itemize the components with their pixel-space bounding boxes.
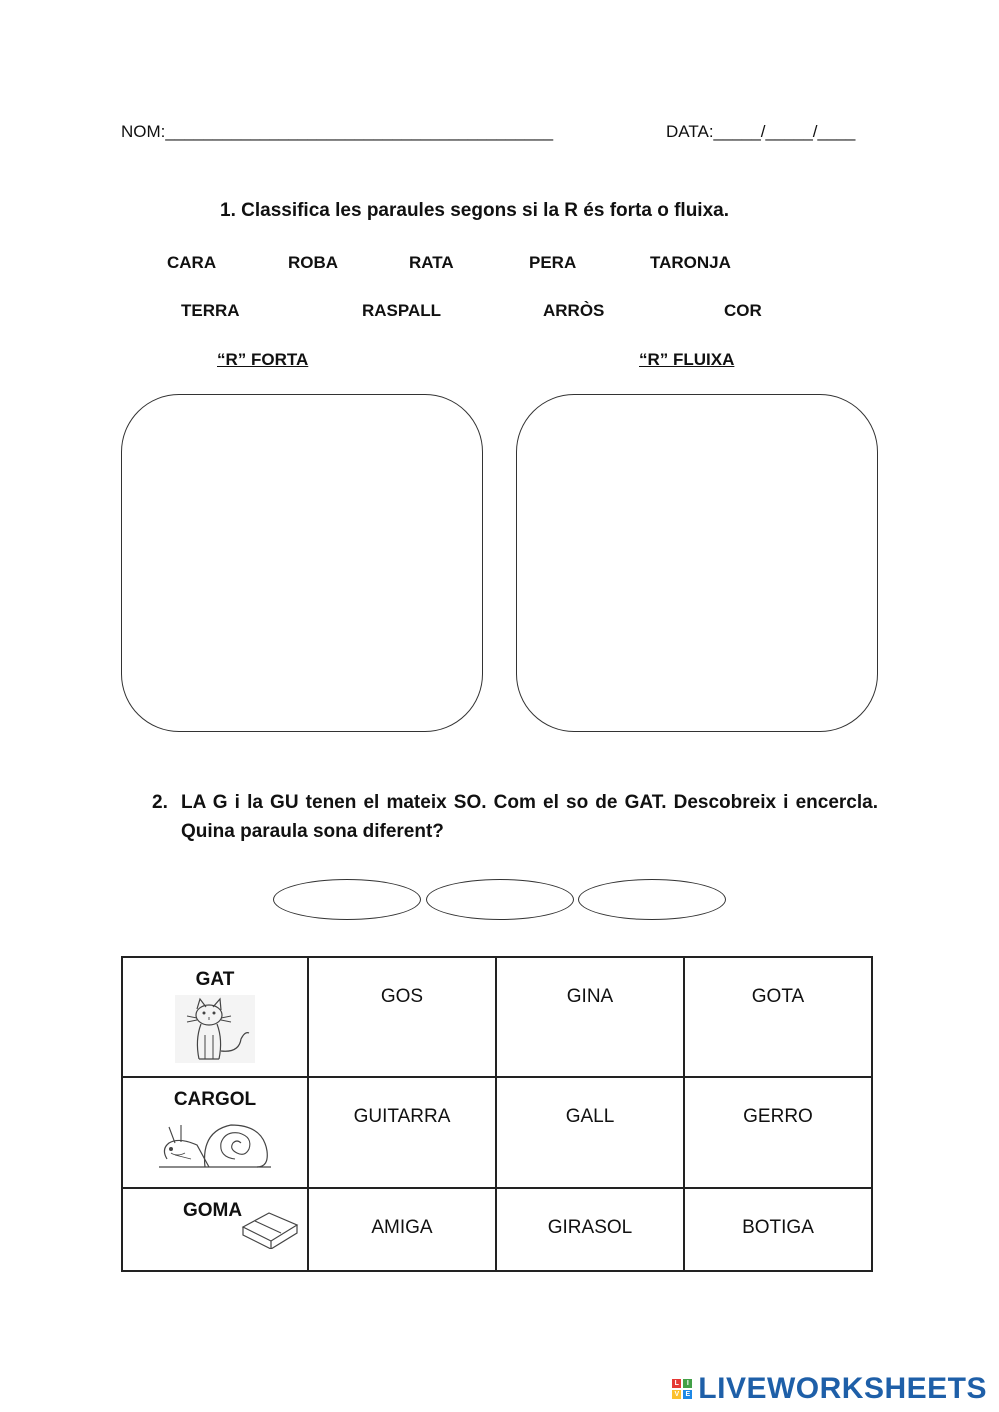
word-cell[interactable] bbox=[496, 957, 684, 1077]
word-chip[interactable]: ROBA bbox=[288, 253, 339, 272]
g-sound-table bbox=[121, 956, 873, 1272]
word-text: GOS bbox=[380, 986, 424, 1007]
exercise-2-number: 2. bbox=[152, 792, 168, 813]
snail-icon bbox=[157, 1111, 273, 1169]
exercise-1-title: 1. Classifica les paraules segons si la R és forta o fluixa. bbox=[220, 200, 729, 221]
word-chip[interactable]: ARRÒS bbox=[543, 301, 605, 320]
word-cell[interactable] bbox=[308, 1188, 496, 1271]
weak-r-heading: “R” FLUIXA bbox=[639, 350, 735, 369]
badge-letter: V bbox=[672, 1390, 681, 1399]
exercise-2-title: LA G i la GU tenen el mateix SO. Com el so de GAT. Descobreix i encercla. Quina paraula sona diferent? bbox=[181, 792, 878, 842]
badge-letter: L bbox=[672, 1379, 681, 1388]
word-cell[interactable] bbox=[684, 1077, 872, 1188]
word-text: GERRO bbox=[743, 1106, 813, 1127]
name-field-label: NOM:_________________________________________ bbox=[121, 122, 554, 141]
word-chip[interactable]: PERA bbox=[529, 253, 577, 272]
word-chip[interactable]: RASPALL bbox=[362, 301, 442, 320]
word-text: GALL bbox=[565, 1106, 615, 1127]
answer-oval-3[interactable] bbox=[578, 879, 726, 920]
word-text: GINA bbox=[566, 986, 614, 1007]
row-label-cell bbox=[122, 957, 308, 1077]
word-text: GUITARRA bbox=[353, 1106, 451, 1127]
row-label: GOMA bbox=[183, 1200, 243, 1221]
cat-icon bbox=[175, 995, 255, 1063]
strong-r-heading: “R” FORTA bbox=[217, 350, 309, 369]
word-chip[interactable]: TARONJA bbox=[650, 253, 731, 272]
weak-r-drop-zone[interactable] bbox=[516, 394, 878, 732]
word-cell[interactable] bbox=[496, 1188, 684, 1271]
badge-letter: E bbox=[683, 1390, 692, 1399]
word-cell[interactable] bbox=[496, 1077, 684, 1188]
badge-letter: I bbox=[683, 1379, 692, 1388]
exercise-2-prompt bbox=[152, 788, 878, 846]
word-text: GIRASOL bbox=[547, 1217, 633, 1238]
table-row bbox=[122, 1077, 872, 1188]
row-label-cell bbox=[122, 1188, 308, 1271]
liveworksheets-logo bbox=[672, 1372, 987, 1406]
word-cell[interactable] bbox=[308, 1077, 496, 1188]
word-cell[interactable] bbox=[684, 957, 872, 1077]
answer-oval-2[interactable] bbox=[426, 879, 574, 920]
date-field-label: DATA:_____/_____/____ bbox=[666, 122, 856, 141]
word-chip[interactable]: RATA bbox=[409, 253, 454, 272]
row-label-cell bbox=[122, 1077, 308, 1188]
strong-r-drop-zone[interactable] bbox=[121, 394, 483, 732]
word-text: AMIGA bbox=[371, 1217, 433, 1238]
answer-oval-1[interactable] bbox=[273, 879, 421, 920]
word-cell[interactable] bbox=[308, 957, 496, 1077]
word-chip[interactable]: COR bbox=[724, 301, 762, 320]
brand-wordmark: LIVEWORKSHEETS bbox=[698, 1372, 987, 1405]
word-cell[interactable] bbox=[684, 1188, 872, 1271]
eraser-icon bbox=[239, 1205, 301, 1249]
row-label: GAT bbox=[195, 969, 235, 990]
word-text: GOTA bbox=[751, 986, 805, 1007]
table-row bbox=[122, 957, 872, 1077]
table-row bbox=[122, 1188, 872, 1271]
logo-badge-icon bbox=[672, 1379, 692, 1399]
word-chip[interactable]: TERRA bbox=[181, 301, 240, 320]
word-chip[interactable]: CARA bbox=[167, 253, 217, 272]
row-label: CARGOL bbox=[173, 1089, 257, 1110]
word-text: BOTIGA bbox=[742, 1217, 814, 1238]
